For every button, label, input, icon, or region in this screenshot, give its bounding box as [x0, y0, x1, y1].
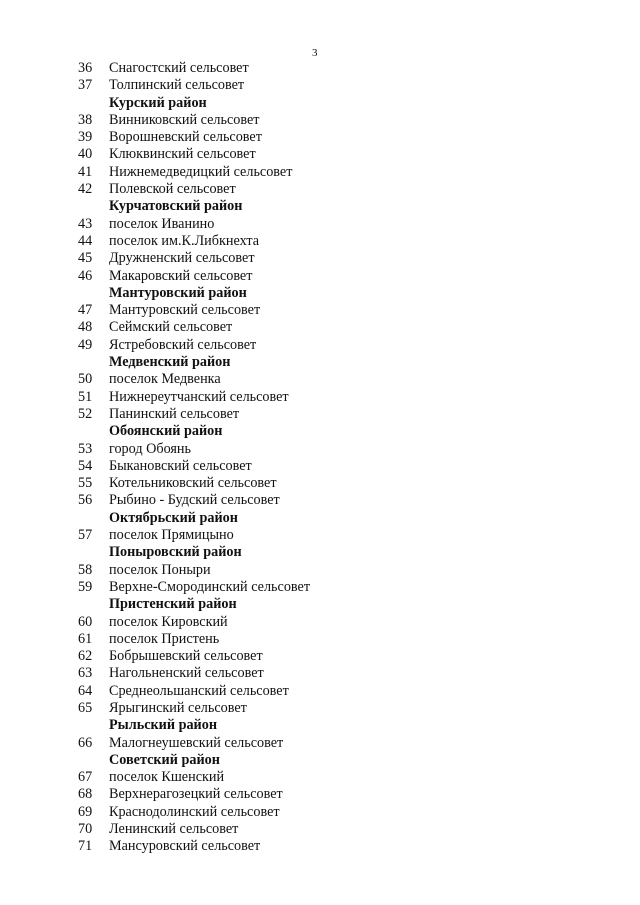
settlement-name: город Обоянь: [109, 440, 191, 457]
settlement-name: Макаровский сельсовет: [109, 267, 253, 284]
district-name: Поныровский район: [109, 544, 242, 561]
list-item: [0, 475, 640, 492]
item-number: 41: [78, 163, 93, 180]
list-item: [0, 371, 640, 388]
list-item: [0, 838, 640, 855]
item-number: 66: [78, 734, 93, 751]
settlement-name: Дружненский сельсовет: [109, 250, 255, 267]
item-number: 65: [78, 699, 93, 716]
list-item: [0, 700, 640, 717]
district-name: Советский район: [109, 751, 220, 768]
list-item: [0, 112, 640, 129]
item-number: 36: [78, 60, 93, 76]
settlement-name: Снагостский сельсовет: [109, 60, 249, 76]
item-number: 38: [78, 111, 93, 128]
district-header: [0, 752, 640, 769]
district-name: Октябрьский район: [109, 509, 238, 526]
list-item: [0, 492, 640, 509]
settlement-name: поселок Медвенка: [109, 371, 221, 388]
settlement-name: Винниковский сельсовет: [109, 111, 260, 128]
item-number: 56: [78, 492, 93, 509]
settlement-name: Среднеольшанский сельсовет: [109, 682, 289, 699]
list-item: [0, 562, 640, 579]
item-number: 53: [78, 440, 93, 457]
item-number: 59: [78, 578, 93, 595]
item-number: 71: [78, 838, 93, 855]
district-header: [0, 510, 640, 527]
item-number: 46: [78, 267, 93, 284]
list-item: [0, 804, 640, 821]
item-number: 49: [78, 336, 93, 353]
item-number: 63: [78, 665, 93, 682]
settlement-name: Быкановский сельсовет: [109, 457, 252, 474]
settlement-name: Рыбино - Будский сельсовет: [109, 492, 280, 509]
settlement-name: поселок Поныри: [109, 561, 211, 578]
item-number: 67: [78, 769, 93, 786]
district-name: Мантуровский район: [109, 284, 247, 301]
settlement-name: Котельниковский сельсовет: [109, 475, 277, 492]
district-header: [0, 95, 640, 112]
settlement-name: Нижнемедведицкий сельсовет: [109, 163, 293, 180]
district-name: Курчатовский район: [109, 198, 243, 215]
item-number: 61: [78, 630, 93, 647]
settlement-name: Ярыгинский сельсовет: [109, 699, 247, 716]
list-item: [0, 735, 640, 752]
list-item: [0, 683, 640, 700]
settlement-name: поселок им.К.Либкнехта: [109, 232, 259, 249]
list-item: [0, 821, 640, 838]
settlement-name: Полевской сельсовет: [109, 181, 236, 198]
item-number: 47: [78, 302, 93, 319]
settlement-name: поселок Прямицыно: [109, 527, 234, 544]
list-item: [0, 337, 640, 354]
list-item: [0, 181, 640, 198]
settlement-name: Бобрышевский сельсовет: [109, 648, 263, 665]
list-item: [0, 665, 640, 682]
settlement-name: Верхнерагозецкий сельсовет: [109, 786, 283, 803]
list-item: [0, 319, 640, 336]
list-item: [0, 458, 640, 475]
district-header: [0, 717, 640, 734]
list-item: [0, 60, 640, 77]
item-number: 51: [78, 388, 93, 405]
district-header: [0, 423, 640, 440]
settlement-name: Панинский сельсовет: [109, 405, 240, 422]
settlement-name: Нижнереутчанский сельсовет: [109, 388, 289, 405]
item-number: 39: [78, 129, 93, 146]
settlement-name: поселок Кировский: [109, 613, 228, 630]
list-item: [0, 389, 640, 406]
list-item: [0, 250, 640, 267]
item-number: 58: [78, 561, 93, 578]
list-item: [0, 129, 640, 146]
district-name: Пристенский район: [109, 596, 237, 613]
item-number: 69: [78, 803, 93, 820]
list-item: [0, 302, 640, 319]
district-header: [0, 198, 640, 215]
settlement-name: поселок Пристень: [109, 630, 220, 647]
list-item: [0, 527, 640, 544]
district-header: [0, 285, 640, 302]
item-number: 62: [78, 648, 93, 665]
settlement-name: поселок Кшенский: [109, 769, 225, 786]
list-item: [0, 579, 640, 596]
item-number: 40: [78, 146, 93, 163]
list-item: [0, 786, 640, 803]
item-number: 70: [78, 821, 93, 838]
settlement-name: Мансуровский сельсовет: [109, 838, 261, 855]
settlement-name: поселок Иванино: [109, 215, 215, 232]
list-item: [0, 614, 640, 631]
item-number: 55: [78, 475, 93, 492]
list-item: [0, 631, 640, 648]
district-header: [0, 544, 640, 561]
item-number: 50: [78, 371, 93, 388]
list-item: [0, 233, 640, 250]
item-number: 48: [78, 319, 93, 336]
list-item: [0, 216, 640, 233]
list-item: [0, 268, 640, 285]
list-item: [0, 769, 640, 786]
item-number: 45: [78, 250, 93, 267]
settlement-list: [0, 60, 640, 856]
settlement-name: Малогнеушевский сельсовет: [109, 734, 284, 751]
district-name: Курский район: [109, 94, 207, 111]
district-name: Обоянский район: [109, 423, 223, 440]
list-item: [0, 441, 640, 458]
settlement-name: Сеймский сельсовет: [109, 319, 233, 336]
item-number: 64: [78, 682, 93, 699]
district-name: Рыльский район: [109, 717, 217, 734]
settlement-name: Клюквинский сельсовет: [109, 146, 256, 163]
list-item: [0, 77, 640, 94]
settlement-name: Ленинский сельсовет: [109, 821, 239, 838]
district-header: [0, 354, 640, 371]
district-name: Медвенский район: [109, 354, 231, 371]
settlement-name: Верхне-Смородинский сельсовет: [109, 578, 311, 595]
settlement-name: Ворошневский сельсовет: [109, 129, 262, 146]
item-number: 42: [78, 181, 93, 198]
item-number: 57: [78, 527, 93, 544]
settlement-name: Толпинский сельсовет: [109, 77, 245, 94]
settlement-name: Нагольненский сельсовет: [109, 665, 264, 682]
item-number: 52: [78, 405, 93, 422]
list-item: [0, 146, 640, 163]
item-number: 60: [78, 613, 93, 630]
settlement-name: Мантуровский сельсовет: [109, 302, 261, 319]
item-number: 43: [78, 215, 93, 232]
settlement-name: Ястребовский сельсовет: [109, 336, 257, 353]
item-number: 37: [78, 77, 93, 94]
list-item: [0, 406, 640, 423]
district-header: [0, 596, 640, 613]
item-number: 44: [78, 232, 93, 249]
list-item: [0, 164, 640, 181]
item-number: 54: [78, 457, 93, 474]
item-number: 68: [78, 786, 93, 803]
page-number: 3: [312, 47, 318, 59]
settlement-name: Краснодолинский сельсовет: [109, 803, 280, 820]
list-item: [0, 648, 640, 665]
